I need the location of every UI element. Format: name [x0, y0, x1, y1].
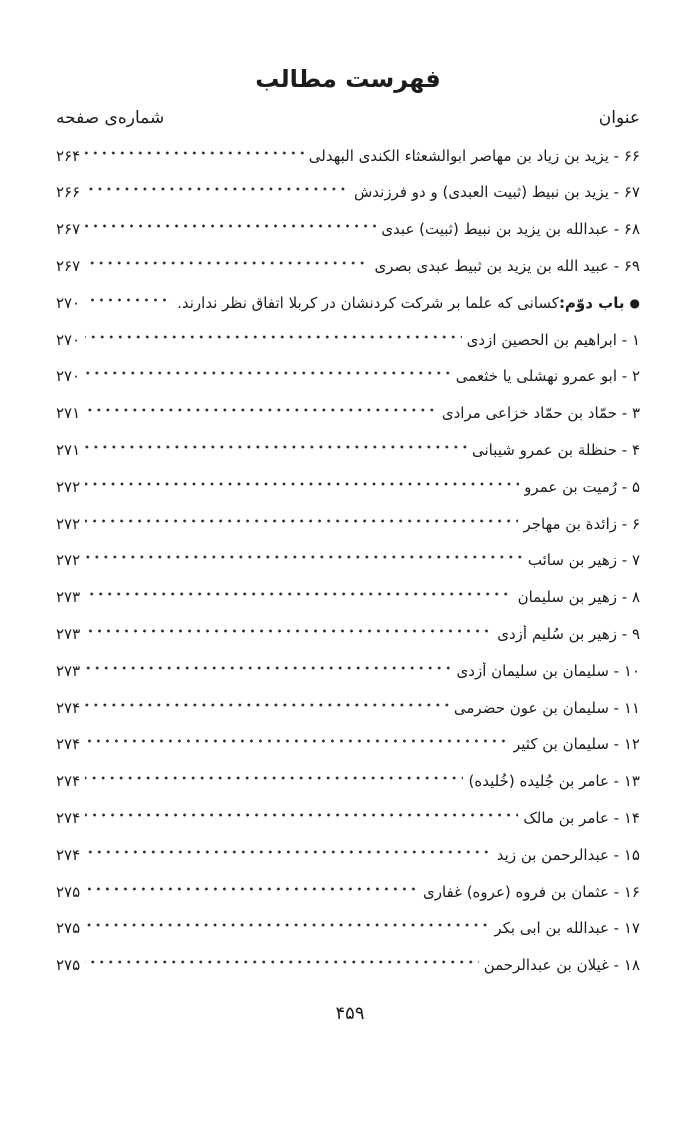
toc-entry-label: ۱ - ابراهیم بن الحصین ازدی [466, 330, 640, 349]
toc-entry-page-number: ۲۷۴ [56, 735, 81, 754]
toc-entry-label: ۸ - زهیر بن سلیمان [517, 588, 640, 607]
dot-leader [85, 809, 518, 827]
toc-entry-label: ۱۵ - عبدالرحمن بن زید [496, 845, 640, 864]
dot-leader [85, 147, 304, 165]
dot-leader [85, 699, 449, 717]
toc-entry-row [56, 395, 640, 432]
toc-entry-label: ۲ - ابو عمرو نهشلی یا خثعمی [455, 367, 640, 386]
toc-entry-page-number: ۲۷۲ [56, 477, 81, 496]
toc-entry-label: ۱۴ - عامر بن مالک [523, 808, 640, 827]
toc-entry-label: ۱۶ - عثمان بن فروه (عروه) غفاری [422, 882, 640, 901]
dot-leader [85, 551, 523, 569]
toc-entry-page-number: ۲۷۰ [56, 293, 81, 312]
dot-leader [85, 367, 451, 385]
toc-entry-label: ۶۹ - عبید الله بن یزید بن ثبیط عبدی بصری [374, 256, 640, 275]
toc-entry-page-number: ۲۶۷ [56, 256, 81, 275]
dot-leader [85, 662, 451, 680]
toc-entry-row [56, 726, 640, 763]
toc-entry-row [56, 947, 640, 984]
toc-entry-row [56, 505, 640, 542]
dot-leader [85, 883, 418, 901]
folio-page-number: ۴۵۹ [335, 1003, 365, 1024]
toc-entry-label: ۶۶ - یزید بن زیاد بن مهاصر ابوالشعثاء الکندی البهدلی [308, 146, 640, 165]
toc-entry-row [56, 468, 640, 505]
toc-entry-row [56, 836, 640, 873]
dot-leader [85, 919, 489, 937]
dot-leader [85, 625, 492, 643]
toc-column-headers [56, 108, 640, 128]
toc-entry-row [56, 763, 640, 800]
toc-entry-row [56, 174, 640, 211]
bullet-icon: ● [629, 295, 640, 310]
toc-entry-label: ۳ - حمّاد بن حمّاد خزاعی مرادی [441, 404, 640, 423]
toc-section-row [56, 284, 640, 321]
dot-leader [85, 404, 437, 422]
toc-entry-label: ۱۰ - سلیمان بن سلیمان أزدی [456, 661, 640, 680]
toc-entry-page-number: ۲۷۵ [56, 882, 81, 901]
dot-leader [85, 257, 369, 275]
dot-leader [85, 515, 518, 533]
toc-entry-page-number: ۲۷۳ [56, 588, 81, 607]
toc-entry-label: ۱۲ - سلیمان بن کثیر [513, 735, 640, 754]
toc-entry-row [56, 358, 640, 395]
toc-entry-label: ۱۸ - غیلان بن عبدالرحمن [483, 956, 640, 975]
toc-entry-label: ۶ - زائدة بن مهاجر [523, 514, 640, 533]
page-title: فهرست مطالب [255, 65, 441, 93]
toc-entry-label: ۱۷ - عبدالله بن ابی بکر [494, 919, 640, 938]
section-title-text: کسانی که علما بر شرکت کردنشان در کربلا اتفاق نظر ندارند. [177, 293, 559, 312]
toc-entry-label: ۷ - زهیر بن سائب [527, 551, 640, 570]
toc-entry-page-number: ۲۷۲ [56, 514, 81, 533]
dot-leader [85, 772, 463, 790]
toc-entry-page-number: ۲۶۷ [56, 220, 81, 239]
toc-entry-page-number: ۲۷۴ [56, 772, 81, 791]
dot-leader [85, 588, 512, 606]
toc-entry-page-number: ۲۷۳ [56, 624, 81, 643]
toc-entry-label: ۵ - رُمیت بن عمرو [524, 477, 640, 496]
toc-entry-label: ۱۳ - عامر بن جُلیده (خُلیده) [468, 772, 640, 791]
dot-leader [85, 220, 376, 238]
toc-entry-label: ۴ - حنظلة بن عمرو شیبانی [471, 440, 640, 459]
toc-entry-label: ۶۷ - یزید بن نبیط (ثبیت العبدی) و دو فرزندش [353, 183, 640, 202]
toc-entry-row [56, 652, 640, 689]
dot-leader [85, 331, 462, 349]
toc-entry-label: ۹ - زهیر بن سُلیم أزدی [497, 624, 640, 643]
toc-entry-row [56, 689, 640, 726]
section-title-bold: باب دوّم: [558, 293, 625, 312]
dot-leader [85, 735, 508, 753]
toc-entry-page-number: ۲۶۶ [56, 183, 81, 202]
toc-entry-page-number: ۲۷۴ [56, 808, 81, 827]
dot-leader [85, 846, 492, 864]
toc-entry-page-number: ۲۷۰ [56, 367, 81, 386]
dot-leader [85, 956, 479, 974]
toc-entry-row [56, 211, 640, 248]
toc-entry-page-number: ۲۷۲ [56, 551, 81, 570]
dot-leader [85, 441, 467, 459]
toc-entry-row [56, 910, 640, 947]
toc-entry-row [56, 137, 640, 174]
toc-entry-page-number: ۲۷۰ [56, 330, 81, 349]
toc-entry-row [56, 248, 640, 285]
toc-entry-page-number: ۲۷۵ [56, 919, 81, 938]
toc-entry-label [177, 294, 640, 312]
toc-entry-row [56, 800, 640, 837]
toc-entry-row [56, 432, 640, 469]
column-header-title: عنوان [598, 108, 640, 129]
toc-entry-page-number: ۲۶۴ [56, 146, 81, 165]
toc-entry-label: ۱۱ - سلیمان بن عون حضرمی [453, 698, 640, 717]
dot-leader [85, 183, 349, 201]
toc-entry-row [56, 873, 640, 910]
toc-entry-page-number: ۲۷۵ [56, 956, 81, 975]
toc-list [56, 137, 640, 983]
toc-entry-label: ۶۸ - عبدالله بن یزید بن نبیط (ثبیت) عبدی [381, 220, 640, 239]
toc-entry-row [56, 542, 640, 579]
toc-entry-row [56, 579, 640, 616]
dot-leader [85, 294, 172, 312]
toc-entry-page-number: ۲۷۱ [56, 440, 81, 459]
toc-entry-row [56, 321, 640, 358]
toc-entry-row [56, 616, 640, 653]
dot-leader [85, 478, 519, 496]
toc-entry-page-number: ۲۷۱ [56, 404, 81, 423]
column-header-page-number: شماره‌ی صفحه [56, 108, 165, 129]
toc-entry-page-number: ۲۷۳ [56, 661, 81, 680]
toc-entry-page-number: ۲۷۴ [56, 845, 81, 864]
toc-entry-page-number: ۲۷۴ [56, 698, 81, 717]
